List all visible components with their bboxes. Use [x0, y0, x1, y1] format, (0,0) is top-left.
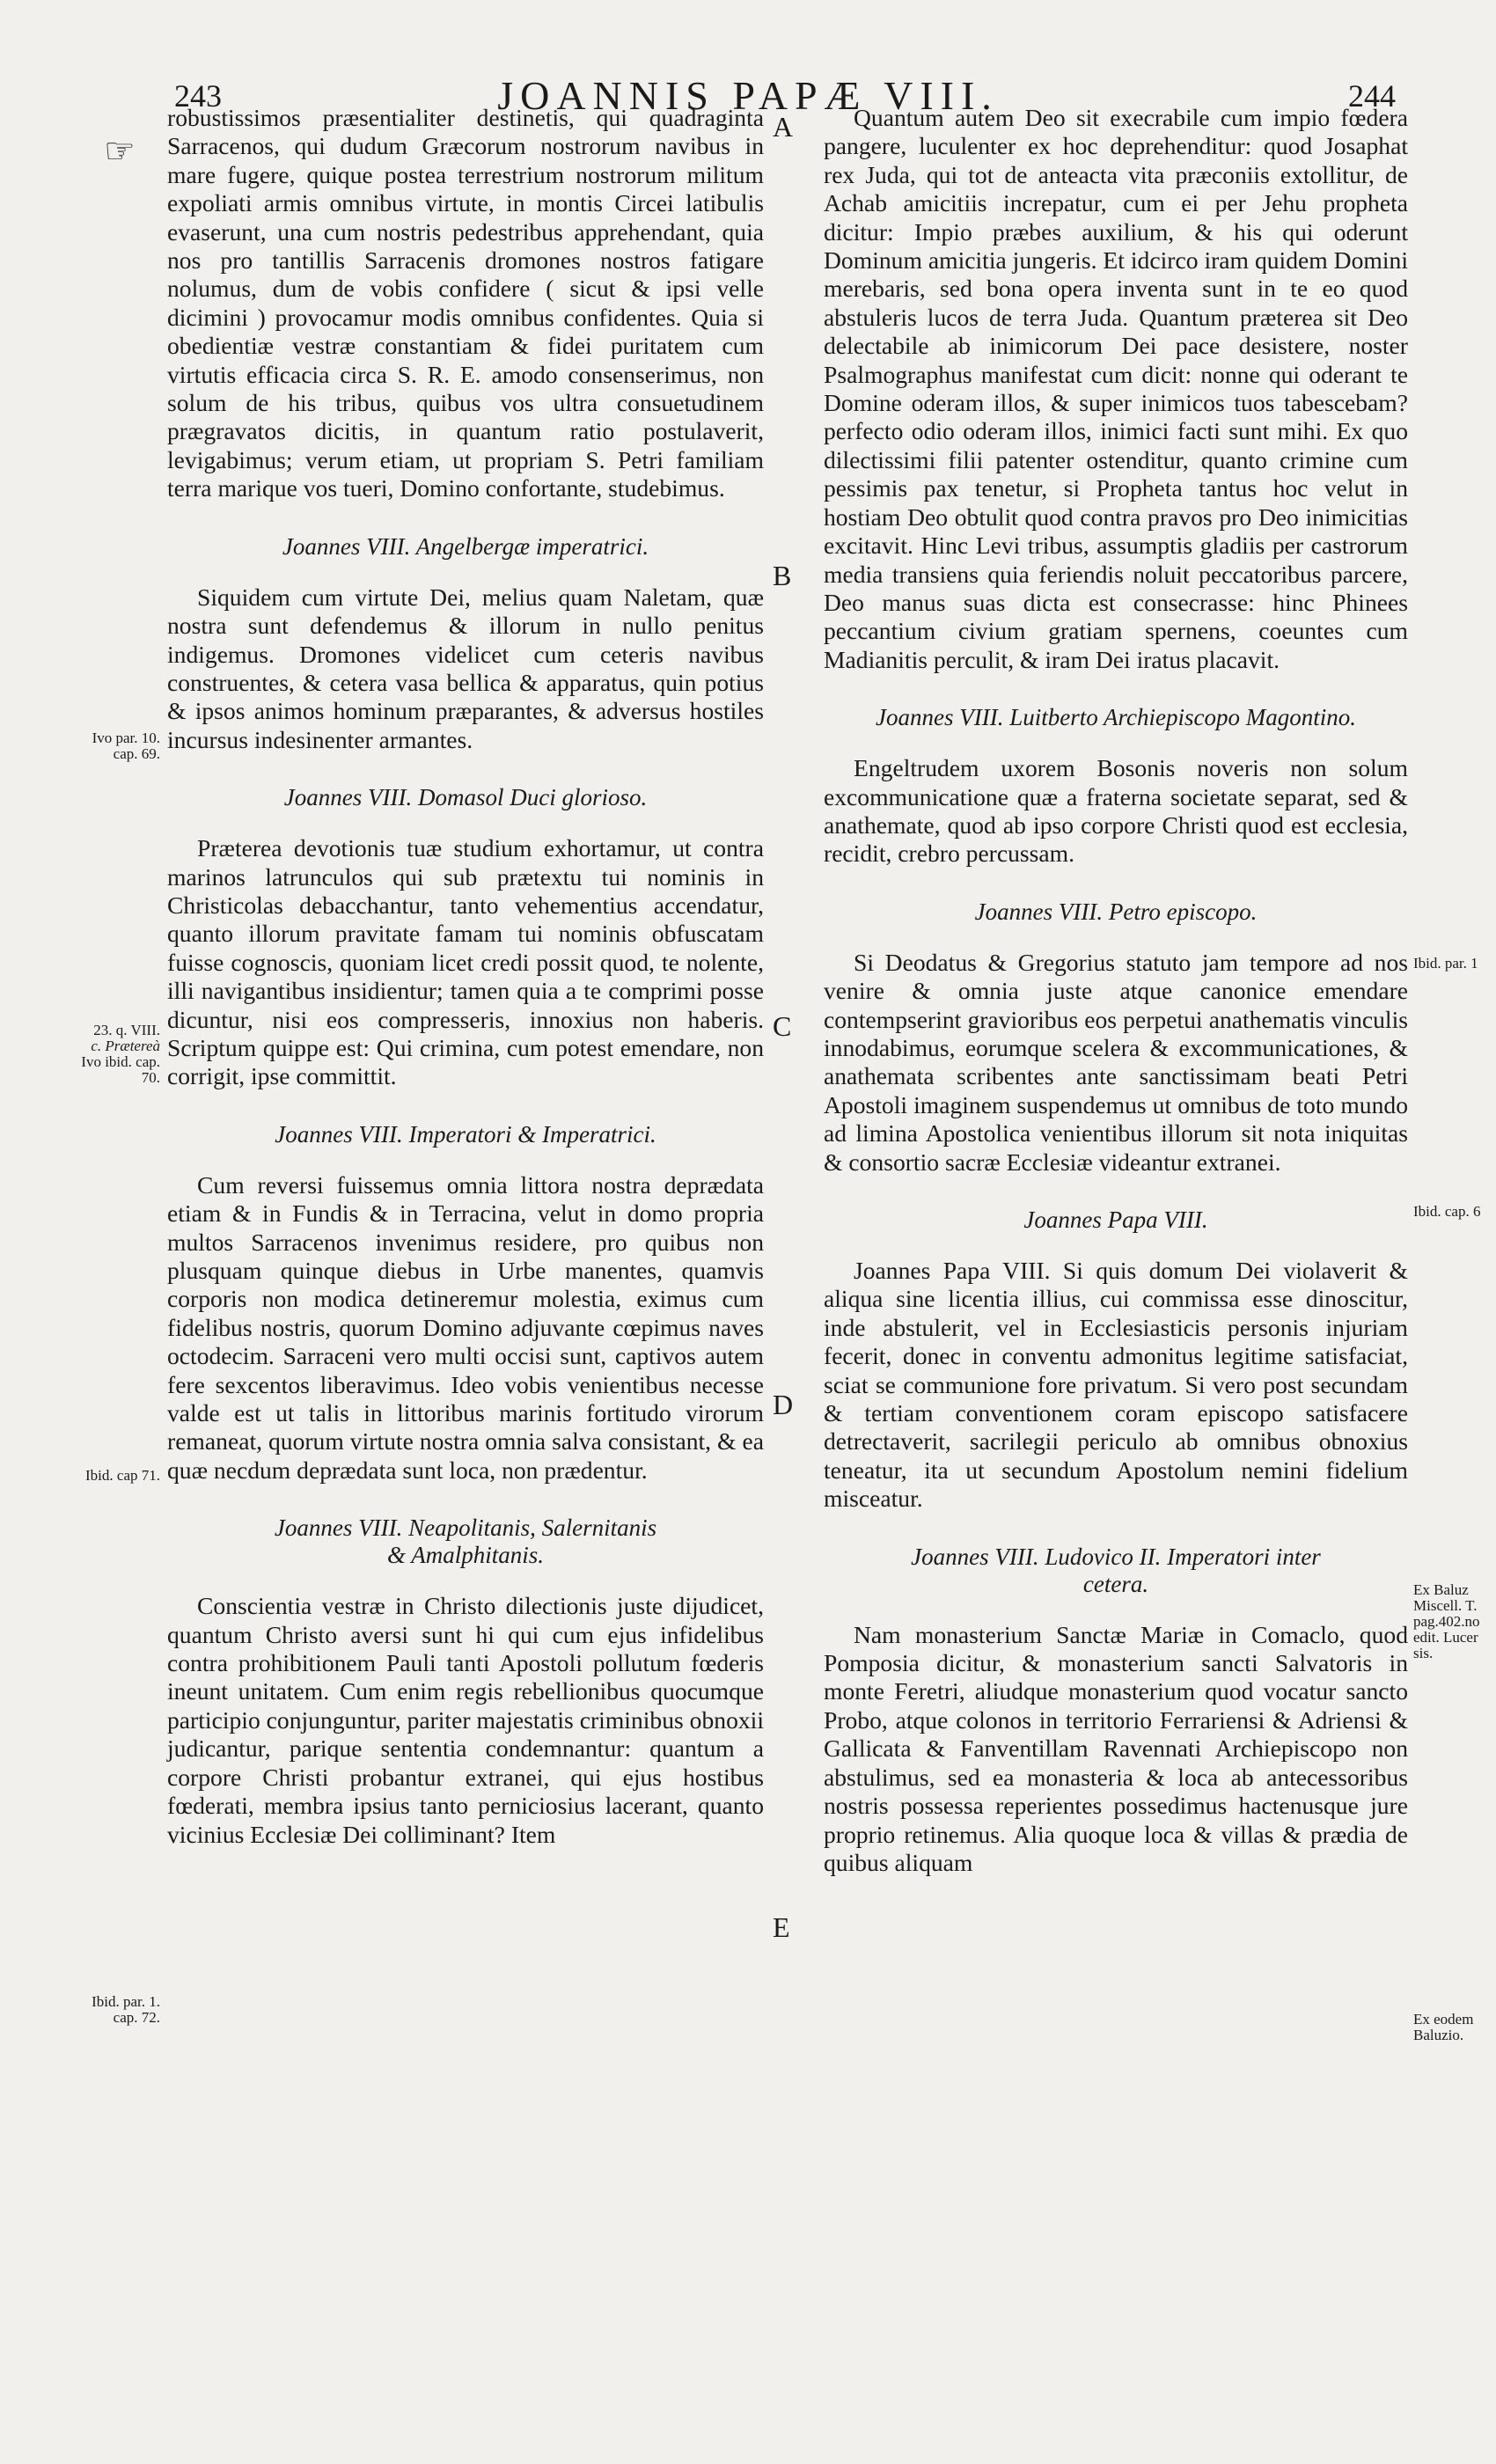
running-title: JOANNIS PAPÆ VIII. [497, 73, 999, 118]
note-line: Ivo par. 10. [92, 730, 160, 746]
margin-note-left-4 [44, 1994, 160, 2026]
paragraph: Nam monasterium Sanctæ Mariæ in Comaclo, quod Pomposia dicitur, & monasterium sancti Salvatoris in monte Feretri, aliudque monasterium quod vocatur sancto Probo, atque colonos in territorio Ferrariensi & Adriensi & Gallicata & Fanventillam Ravennati Archiepiscopo non abstulimus, sed ea monasteria & loca ab antecessoribus nostris possessa reperientes possedimus hactenusque jure proprio retinemus. Alia quoque loca & villas & prædia de quibus aliquam [824, 1620, 1408, 1876]
paragraph: Siquidem cum virtute Dei, melius quam Naletam, quæ nostra sunt defendemus & illorum in nullo penitus indigemus. Dromones videlicet cum ceteris navibus construentes, & cetera vasa bellica & apparatus, quin potius & ipsos animos hominum præparantes, & adversus hostiles incursus indesinenter armantes. [167, 583, 764, 753]
paragraph: Si Deodatus & Gregorius statuto jam tempore ad nos venire & omnia juste atque canonice emendare contempserint gravioribus eos perpetui anathematis vinculis innodabimus, eorumque scelera & excommunicationes, & anathemata scribentes ante sanctissimam beati Petri Apostoli imaginem suspendemus ut omnibus de toto mundo ad limina Apostolica venientibus illorum sit nota iniquitas & consortio sacræ Ecclesiæ videantur extranei. [824, 948, 1408, 1176]
letter-heading: Joannes VIII. Imperatori & Imperatrici. [275, 1120, 656, 1148]
note-line: Ivo ibid. cap. [81, 1053, 160, 1070]
section-marker-c: C [773, 1010, 792, 1042]
page-number-left: 243 [174, 78, 222, 114]
margin-note-left-1 [44, 730, 160, 762]
letter-heading: Joannes VIII. Luitberto Archiepiscopo Magontino. [876, 704, 1356, 731]
letter-heading: Joannes VIII. Neapolitanis, Salernitanis [274, 1514, 657, 1542]
section-marker-d: D [773, 1389, 794, 1420]
paragraph: Conscientia vestræ in Christo dilectionis juste dijudicet, quantum Christo aversi sunt hi qui cum ejus infidelibus contra prohibitionem Pauli tanti Apostoli pollutum fœderis ineunt unitatem. Cum enim regis rebellionibus quocumque participio conjunguntur, pariter majestatis criminibus obnoxii judicantur, parique sententia condemnantur: quantum a corpore Christi probantur extranei, qui ejus hostibus fœderati, membra ipsius tanto perniciosius lacerant, quanto vicinius Ecclesiæ Dei colliminant? Item [167, 1592, 764, 1848]
paragraph: Quantum autem Deo sit execrabile cum impio fœdera pangere, luculenter ex hoc deprehenditur: quod Josaphat rex Juda, qui tot de anteacta vita præconiis extollitur, de Achab amicitiis increpatur, cum ei per Jehu propheta dicitur: Impio præbes auxilium, & his qui oderunt Dominum amicitia jungeris. Et idcirco iram quidem Domini merebaris, sed bona opera inventa sunt in te eo quod abstuleris lucos de terra Juda. Quantum præterea sit Deo delectabile ab inimicorum Dei pace desistere, noster Psalmographus manifestat cum dicit: nonne qui oderant te Domine oderam illos, & super inimicos tuos tabescebam? perfecto odio oderam illos, inimici facti sunt mihi. Ex quo dilectissimi filii patenter ostenditur, quanto crimine cum pessimis pax tenetur, si Propheta tantus hoc velut in hostiam Deo obtulit quod contra pravos pro Deo inimicitias excitavit. Hinc Levi tribus, assumptis gladiis per castrorum media transiens quia feriendis noluit peccatoribus parcere, Deo manus suas dicta est consecrasse: hinc Phinees peccantium civium gratiam spernens, coeuntes cum Madianitis perculit, & iram Dei iratus placavit. [824, 104, 1408, 673]
letter-heading: Joannes VIII. Petro episcopo. [974, 898, 1258, 925]
letter-heading-cont: & Amalphitanis. [386, 1542, 545, 1569]
letter-heading: Joannes VIII. Ludovico II. Imperatori inter [911, 1543, 1321, 1570]
page-number-right: 244 [1348, 78, 1396, 114]
letter-heading: Joannes VIII. Angelbergæ imperatrici. [282, 532, 649, 560]
right-column [824, 104, 1408, 1877]
note-line: cap. 72. [113, 2009, 160, 2026]
note-line: Ibid. par. 1 [1413, 956, 1478, 972]
letter-heading: Joannes VIII. Domasol Duci glorioso. [283, 784, 648, 811]
paragraph: Joannes Papa VIII. Si quis domum Dei violaverit & aliqua sine licentia illius, cui commissa esse dinoscitur, inde abstulerit, vel in Ecclesiasticis personis injuriam fecerit, donec in conventu admonitus legitime satisfaciat, sciat se communione fore privatum. Si vero post secundam & tertiam conventionem coram episcopo satisfacere detrectaverit, sacrilegii periculo ab omnibus obnoxius teneatur, ita ut secundum Apostolum nemini fidelium misceatur. [824, 1257, 1408, 1513]
note-line: Ex eodem [1413, 2012, 1474, 2028]
margin-note-right-3 [1413, 1582, 1496, 1661]
paragraph: Engeltrudem uxorem Bosonis noveris non solum excommunicatione quæ a fraterna societate separat, sed & anathemate, quod ab ipso corpore Christi quod est ecclesia, recidit, crebro percussam. [824, 754, 1408, 868]
section-marker-b: B [773, 560, 792, 591]
section-marker-a: A [773, 111, 794, 143]
note-line: Ex Baluz [1413, 1582, 1469, 1598]
margin-note-right-2 [1413, 1204, 1496, 1220]
note-line: c. Prætereà [91, 1038, 160, 1054]
note-line: sis. [1413, 1645, 1434, 1661]
section-marker-e: E [773, 1911, 790, 1943]
note-line: Ibid. cap 71. [85, 1467, 160, 1484]
paragraph: Cum reversi fuissemus omnia littora nostra deprædata etiam & in Fundis & in Terracina, velut in domo propria multos Sarracenos invenimus residere, pro quibus non plusquam quinque diebus in Urbe manentes, quamvis corporis non modica detineremur molestia, eximus cum fidelibus nostris, quorum Domino adjuvante cœpimus naves octodecim. Sarraceni vero multi occisi sunt, captivos autem fere sexcentos liberavimus. Ideo vobis venientibus necesse valde est ut talis in littoribus marinis fortitudo virorum remaneat, quorum virtute nostra omnia salva consistant, & ea quæ necdum deprædata sunt loca, non prædentur. [167, 1170, 764, 1484]
note-line: 23. q. VIII. [93, 1022, 160, 1038]
letter-heading-cont: cetera. [1082, 1570, 1149, 1597]
pointing-hand-icon: ☞ [104, 131, 136, 171]
note-line: 70. [141, 1069, 160, 1086]
paragraph: Præterea devotionis tuæ studium exhortamur, ut contra marinos latrunculos qui sub prætextu tui nominis in Christicolas debacchantur, tanto vehementius accendatur, quanto illorum pravitate famam tui nominis obfuscatam fuisse cognoscis, quoniam licet credi possit quod, te nolente, illi navigantibus insidientur; tamen quia a te comprimi posse dicuntur, nisi eos compresseris, innoxius non haberis. Scriptum quippe est: Qui crimina, cum potest emendare, non corrigit, ipse committit. [167, 834, 764, 1090]
note-line: Miscell. T. [1413, 1597, 1478, 1614]
letter-heading: Joannes Papa VIII. [1023, 1206, 1208, 1233]
margin-note-left-3 [44, 1468, 160, 1484]
note-line: cap. 69. [113, 745, 160, 762]
note-line: edit. Lucer [1413, 1629, 1478, 1646]
margin-note-left-2 [44, 1023, 160, 1086]
note-line: pag.402.no [1413, 1613, 1480, 1630]
paragraph: robustissimos præsentialiter destinetis, qui quadraginta Sarracenos, qui dudum Græcorum nostrorum navibus in mare fugere, quique postea terrestrium nostrorum militum expoliati armis omnibus virtute, in montis Circei latibulis evaserunt, una cum nostris pedestribus apprehendant, quia nos pro tantillis Sarracenis dromones nostros fatigare nolumus, dum de vobis confidere ( sicut & ipsi velle dicimini ) provocamur modis omnibus confidentes. Quia si obedientiæ vestræ constantiam & fidei puritatem cum virtutis efficacia circa S. R. E. amodo consenserimus, non solum de his tribus, quibus vos ultra consuetudinem prægravatos dicitis, in quantum ratio postulaverit, levigabimus; verum etiam, ut propriam S. Petri familiam terra marique vos tueri, Domino confortante, studebimus. [167, 104, 764, 502]
margin-note-right-1 [1413, 956, 1496, 972]
left-column [167, 104, 764, 1849]
note-line: Baluzio. [1413, 2027, 1464, 2043]
note-line: Ibid. par. 1. [92, 1993, 160, 2010]
note-line: Ibid. cap. 6 [1413, 1204, 1481, 1220]
margin-note-right-4 [1413, 2012, 1496, 2043]
